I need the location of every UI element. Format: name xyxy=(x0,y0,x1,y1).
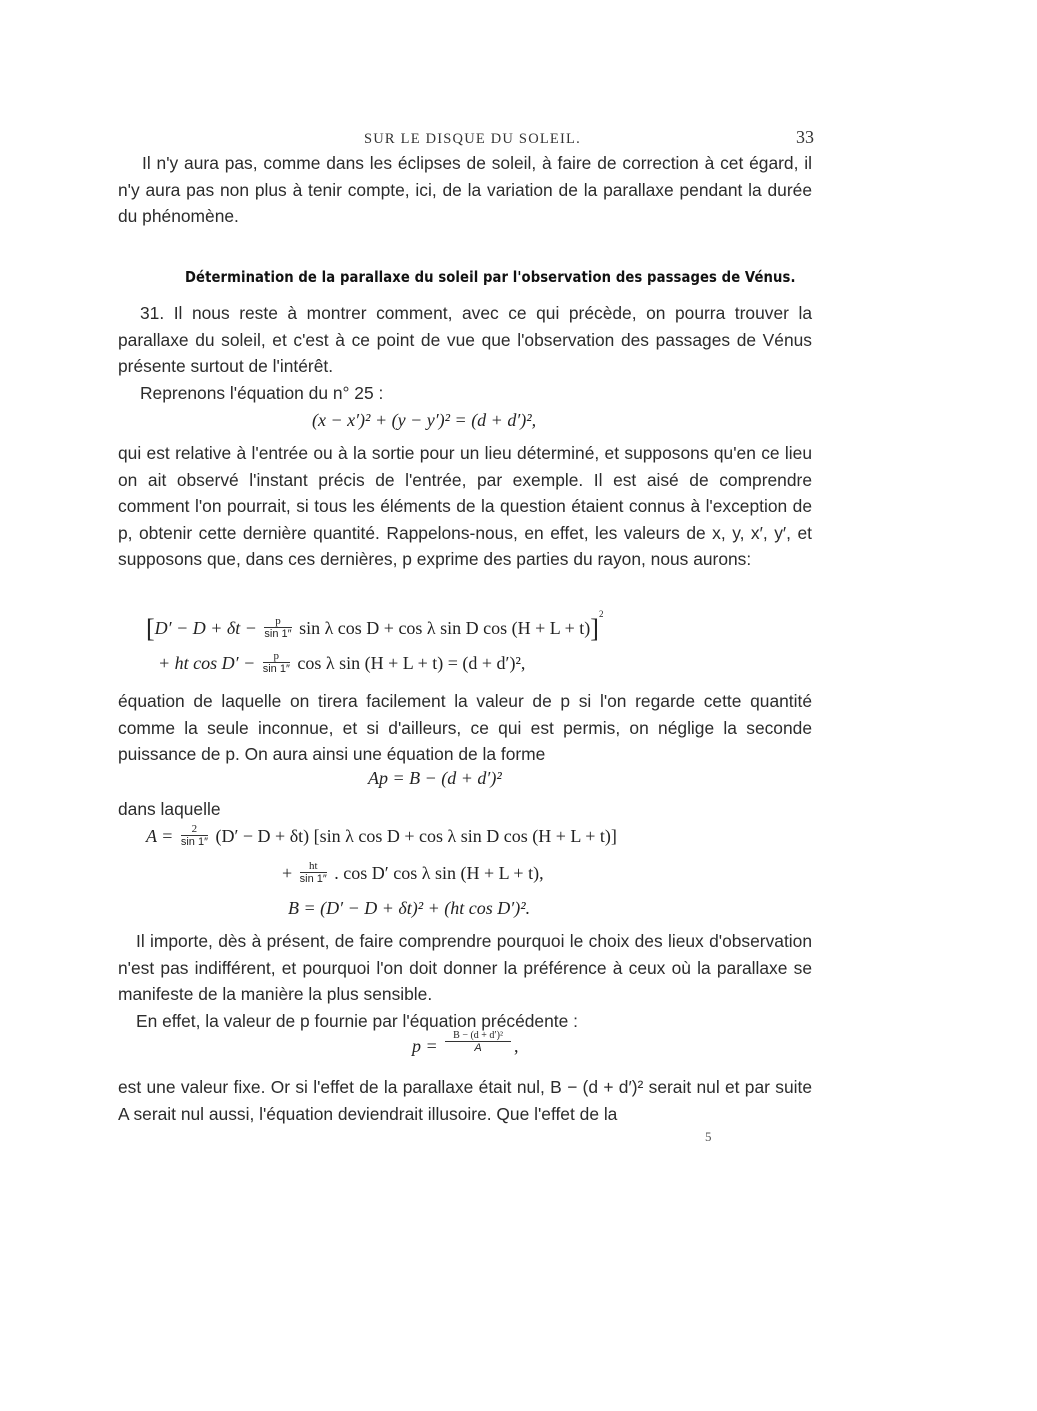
fraction-denominator: sin 1″ xyxy=(180,836,208,848)
equation-p-lhs: p = xyxy=(412,1036,438,1057)
paragraph-il-importe: Il importe, dès à présent, de faire comprendre pourquoi le choix des lieux d'observation n'est pas indifférent, et pourquoi l'on doit donner la préférence à ceux où la parallaxe se manifeste de la manière la plus sensible. xyxy=(118,931,812,1004)
fraction-numerator: p xyxy=(264,616,291,628)
equation-ap xyxy=(368,768,502,789)
bracket-close: ] xyxy=(590,614,599,643)
equation-A-line2: + $\frac{ht}{\sin 1''}$ . cos D′ cos λ sin (H + L + t), xyxy=(282,860,544,885)
fraction-p-sin xyxy=(264,616,291,640)
eq-line2-tail: = (d + d′)², xyxy=(447,653,526,674)
equation-p: p = $\frac{\text{B − (d + d′)²}}{A}$ , xyxy=(412,1030,519,1057)
fraction-numerator: 2 xyxy=(181,824,208,836)
paragraph-31: 31. Il nous reste à montrer comment, avec ce qui précède, on pourra trouver la parallaxe du soleil, et c'est à ce point de vue que l'observation des passages de Vénus présente surtout de l'intérêt. xyxy=(118,303,812,376)
paragraph-dans-laquelle: dans laquelle xyxy=(118,799,221,819)
eq-line2-post: cos λ sin (H + L + t) xyxy=(297,653,444,674)
paragraph-entree: qui est relative à l'entrée ou à la sortie pour un lieu déterminé, et supposons qu'en ce lieu on ait observé l'instant précis de l'entrée, par exemple. Il est aisé de comprendre comment l'on pourrait, si tous les éléments de la question étaient connus à l'exception de p, obtenir cette dernière quantité. Rappelons-nous, en effet, les valeurs de x, y, x′, y′, et supposons que, dans ces dernières, p exprime des parties du rayon, nous aurons: xyxy=(118,443,812,569)
paragraph-en-effet: En effet, la valeur de p fournie par l'équation précédente : xyxy=(136,1011,578,1031)
equation-B-text: B = (D′ − D + δt)² + (ht cos D′)². xyxy=(288,898,531,918)
fraction-denominator: sin 1″ xyxy=(262,663,290,675)
fraction-denominator: sin 1″ xyxy=(299,873,327,885)
equation-expanded-line2 xyxy=(158,650,526,677)
equation-distance-text: (x − x′)² + (y − y′)² = (d + d′)², xyxy=(312,410,537,430)
eq-line1-pre: D′ − D + δt − xyxy=(154,618,257,638)
fraction-p-sin-2 xyxy=(263,651,290,675)
equation-A2-body: . cos D′ cos λ sin (H + L + t), xyxy=(334,863,544,884)
fraction-numerator: B − (d + d′)² xyxy=(445,1030,511,1042)
equation-expanded-line1: [D′ − D + δt − $\frac{p}{\sin 1''}$ sin λ cos D + cos λ sin D cos (H + L + t)]$^2$ xyxy=(146,609,604,643)
running-header: SUR LE DISQUE DU SOLEIL. xyxy=(364,131,581,147)
paragraph-reprenons: Reprenons l'équation du n° 25 : xyxy=(140,383,384,403)
eq-line2-pre: + ht cos D′ − xyxy=(158,653,256,674)
paragraph-equation-p: équation de laquelle on tirera facilement la valeur de p si l'on regarde cette quantité comme la seule inconnue, et si d'ailleurs, ce qui est permis, on néglige la seconde puissance de p. On aura ainsi une équation de la forme xyxy=(118,691,812,764)
bracket-open: [ xyxy=(146,614,155,643)
equation-ap-text: Ap = B − (d + d′)² xyxy=(368,768,502,788)
fraction-numerator: p xyxy=(263,651,290,663)
equation-A-line1 xyxy=(146,823,617,850)
fraction-p-value xyxy=(445,1030,511,1054)
page-number: 33 xyxy=(796,127,814,147)
equation-A-lhs: A = xyxy=(146,826,174,847)
section-heading: Détermination de la parallaxe du soleil par l'observation des passages de Vénus. xyxy=(185,268,796,286)
fraction-numerator: ht xyxy=(300,861,327,873)
fraction-denominator: sin 1″ xyxy=(264,627,292,640)
equation-B xyxy=(288,898,530,919)
eq-line1-post: sin λ cos D + cos λ sin D cos (H + L + t) xyxy=(299,618,591,638)
fraction-2-sin xyxy=(181,824,208,848)
equation-distance xyxy=(312,410,536,431)
fraction-ht-sin xyxy=(300,861,327,885)
signature-mark: 5 xyxy=(705,1129,712,1144)
paragraph-valeur-fixe: est une valeur fixe. Or si l'effet de la parallaxe était nul, B − (d + d′)² serait nul et par suite A serait nul aussi, l'équation deviendrait illusoire. Que l'effet de la xyxy=(118,1077,812,1124)
paragraph-intro: Il n'y aura pas, comme dans les éclipses de soleil, à faire de correction à cet égard, il n'y aura pas non plus à tenir compte, ici, de la variation de la parallaxe pendant la durée du phénomène. xyxy=(118,153,812,226)
equation-A-body: (D′ − D + δt) [sin λ cos D + cos λ sin D cos (H + L + t)] xyxy=(215,826,617,847)
fraction-denominator: A xyxy=(474,1042,482,1054)
